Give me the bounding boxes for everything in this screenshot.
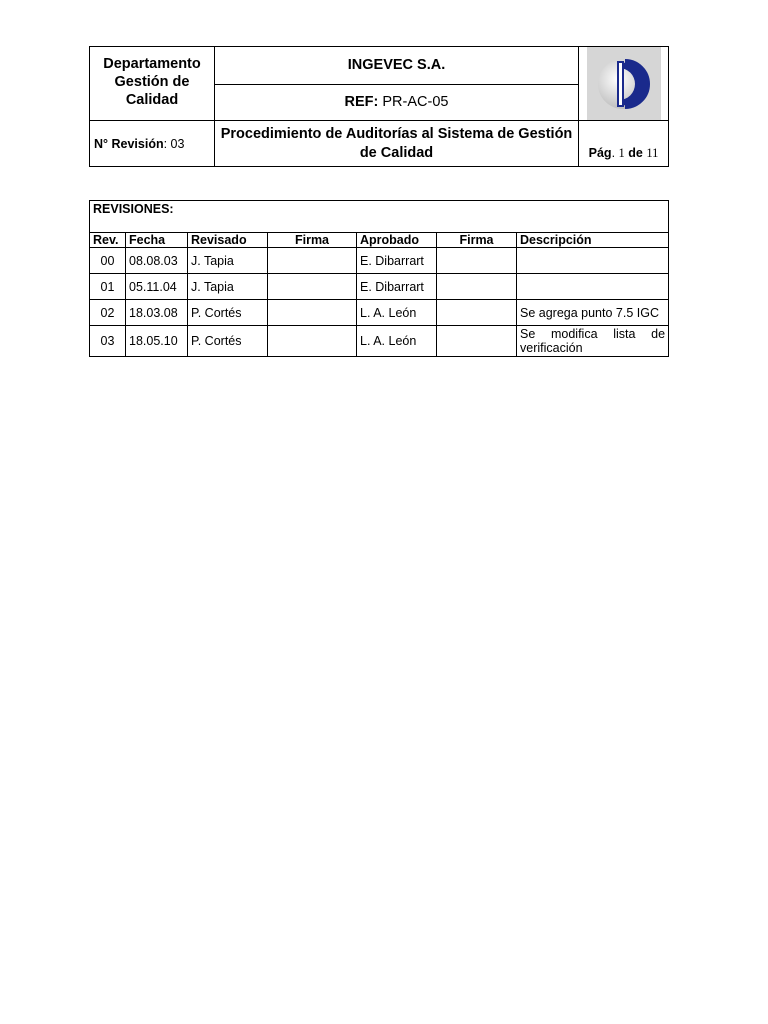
cell-aprobado: L. A. León bbox=[357, 326, 437, 357]
cell-fecha: 18.03.08 bbox=[126, 300, 188, 326]
department-name: Departamento Gestión de Calidad bbox=[90, 47, 215, 121]
company-name: INGEVEC S.A. bbox=[215, 47, 579, 85]
reference-code bbox=[215, 84, 579, 121]
cell-firma-2 bbox=[437, 300, 517, 326]
cell-descripcion: Se agrega punto 7.5 IGC bbox=[517, 300, 669, 326]
revision-number bbox=[90, 121, 215, 167]
ref-value: PR-AC-05 bbox=[382, 94, 449, 111]
cell-rev: 03 bbox=[90, 326, 126, 357]
revisions-title: REVISIONES: bbox=[90, 201, 669, 233]
cell-firma-2 bbox=[437, 274, 517, 300]
page-sep: . bbox=[611, 146, 619, 160]
cell-descripcion: Se modifica lista de verificación bbox=[517, 326, 669, 357]
cell-rev: 01 bbox=[90, 274, 126, 300]
cell-fecha: 08.08.03 bbox=[126, 248, 188, 274]
table-row bbox=[90, 300, 669, 326]
company-logo-icon bbox=[587, 47, 661, 120]
revisions-table bbox=[89, 200, 669, 357]
cell-fecha: 05.11.04 bbox=[126, 274, 188, 300]
table-row bbox=[90, 274, 669, 300]
cell-revisado: J. Tapia bbox=[188, 248, 268, 274]
ref-label: REF: bbox=[344, 94, 379, 111]
revision-value: : 03 bbox=[163, 136, 185, 151]
document-header bbox=[89, 46, 669, 167]
procedure-title: Procedimiento de Auditorías al Sistema de Gestión de Calidad bbox=[215, 121, 579, 167]
cell-firma bbox=[268, 248, 357, 274]
table-row bbox=[90, 326, 669, 357]
column-header-firma: Firma bbox=[268, 233, 357, 248]
column-header-fecha: Fecha bbox=[126, 233, 188, 248]
cell-rev: 02 bbox=[90, 300, 126, 326]
table-header-row bbox=[90, 233, 669, 248]
page-number bbox=[579, 121, 669, 167]
cell-firma bbox=[268, 326, 357, 357]
column-header-descripcion: Descripción bbox=[517, 233, 669, 248]
table-row bbox=[90, 248, 669, 274]
cell-aprobado: E. Dibarrart bbox=[357, 274, 437, 300]
column-header-revisado: Revisado bbox=[188, 233, 268, 248]
column-header-aprobado: Aprobado bbox=[357, 233, 437, 248]
cell-firma bbox=[268, 274, 357, 300]
cell-descripcion bbox=[517, 274, 669, 300]
cell-fecha: 18.05.10 bbox=[126, 326, 188, 357]
page-of: de bbox=[628, 146, 643, 160]
cell-firma-2 bbox=[437, 248, 517, 274]
cell-firma-2 bbox=[437, 326, 517, 357]
cell-revisado: P. Cortés bbox=[188, 326, 268, 357]
column-header-rev: Rev. bbox=[90, 233, 126, 248]
cell-rev: 00 bbox=[90, 248, 126, 274]
cell-revisado: P. Cortés bbox=[188, 300, 268, 326]
cell-descripcion bbox=[517, 248, 669, 274]
column-header-firma-2: Firma bbox=[437, 233, 517, 248]
cell-aprobado: L. A. León bbox=[357, 300, 437, 326]
cell-firma bbox=[268, 300, 357, 326]
page-current: 1 bbox=[618, 146, 625, 160]
page-label: Pág bbox=[588, 146, 612, 160]
cell-revisado: J. Tapia bbox=[188, 274, 268, 300]
logo-cell bbox=[579, 47, 669, 121]
page-total: 11 bbox=[646, 146, 659, 160]
cell-aprobado: E. Dibarrart bbox=[357, 248, 437, 274]
revision-label: N° Revisión bbox=[94, 136, 164, 151]
